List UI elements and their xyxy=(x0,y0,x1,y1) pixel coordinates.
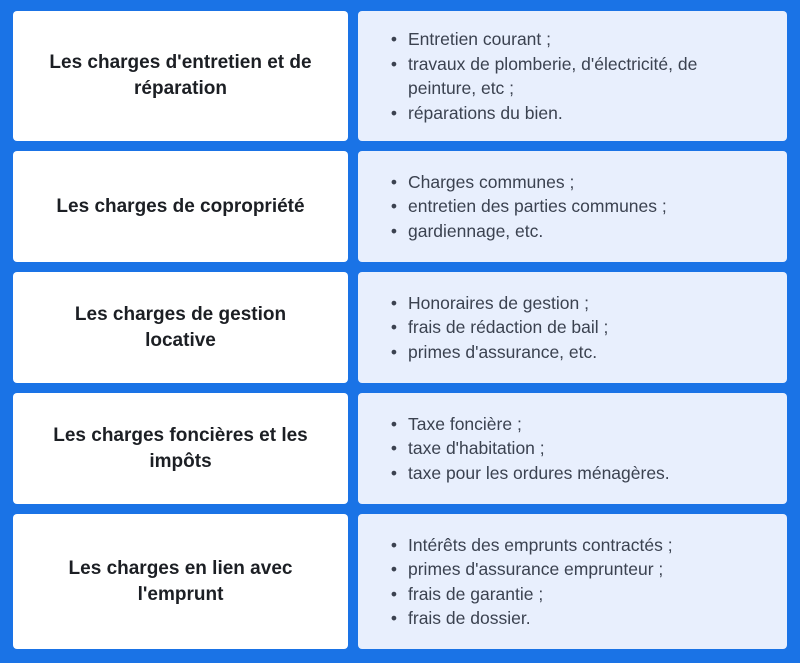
list-item xyxy=(386,412,767,437)
details-cell xyxy=(358,11,787,141)
list-item xyxy=(386,340,767,365)
list-item-text: Honoraires de gestion ; xyxy=(408,292,589,313)
table-row-copropriete xyxy=(13,151,787,262)
table-row-emprunt xyxy=(13,514,787,649)
bullet-icon: • xyxy=(390,583,398,604)
details-list xyxy=(386,27,767,125)
bullet-icon: • xyxy=(390,413,398,434)
table-row-entretien xyxy=(13,11,787,141)
category-label: Les charges foncières et les impôts xyxy=(53,424,308,472)
bullet-icon: • xyxy=(390,29,398,49)
category-label: Les charges en lien avec l'emprunt xyxy=(68,557,293,605)
list-item-text: frais de garantie ; xyxy=(408,583,544,604)
list-item-text: taxe d'habitation ; xyxy=(408,438,545,459)
table-row-foncieres-impots xyxy=(13,393,787,504)
category-cell xyxy=(13,514,348,649)
list-item xyxy=(386,315,767,340)
details-cell xyxy=(358,272,787,383)
bullet-icon: • xyxy=(390,171,398,192)
bullet-icon: • xyxy=(390,608,398,628)
details-list xyxy=(386,170,767,244)
list-item-text: Intérêts des emprunts contractés ; xyxy=(408,534,673,555)
list-item xyxy=(386,52,767,101)
details-cell xyxy=(358,393,787,504)
bullet-icon: • xyxy=(390,317,398,338)
details-cell xyxy=(358,151,787,262)
list-item xyxy=(386,461,767,486)
list-item-text: frais de rédaction de bail ; xyxy=(408,317,609,338)
list-item xyxy=(386,101,767,126)
category-label: Les charges d'entretien et de réparation xyxy=(49,52,312,99)
category-label: Les charges de copropriété xyxy=(56,195,305,217)
details-cell xyxy=(358,514,787,649)
table-row-gestion-locative xyxy=(13,272,787,383)
list-item xyxy=(386,606,767,631)
list-item xyxy=(386,219,767,244)
list-item-text: Taxe foncière ; xyxy=(408,413,522,434)
list-item-text: entretien des parties communes ; xyxy=(408,196,667,217)
category-cell xyxy=(13,11,348,141)
details-list xyxy=(386,533,767,631)
list-item xyxy=(386,533,767,558)
bullet-icon: • xyxy=(390,341,398,362)
list-item-text: primes d'assurance emprunteur ; xyxy=(408,559,664,579)
list-item xyxy=(386,194,767,219)
list-item xyxy=(386,436,767,461)
bullet-icon: • xyxy=(390,438,398,459)
details-list xyxy=(386,412,767,486)
category-cell xyxy=(13,151,348,262)
bullet-icon: • xyxy=(390,102,398,123)
bullet-icon: • xyxy=(390,559,398,579)
list-item-text: Entretien courant ; xyxy=(408,29,551,49)
list-item-text: réparations du bien. xyxy=(408,102,563,123)
list-item-text: travaux de plomberie, d'électricité, de peinture, etc ; xyxy=(408,53,698,98)
bullet-icon: • xyxy=(390,196,398,217)
list-item xyxy=(386,582,767,607)
list-item-text: frais de dossier. xyxy=(408,608,531,628)
list-item xyxy=(386,291,767,316)
details-list xyxy=(386,291,767,365)
bullet-icon: • xyxy=(390,462,398,483)
list-item xyxy=(386,27,767,52)
list-item-text: primes d'assurance, etc. xyxy=(408,341,598,362)
category-cell xyxy=(13,272,348,383)
bullet-icon: • xyxy=(390,292,398,313)
list-item xyxy=(386,557,767,582)
bullet-icon: • xyxy=(390,220,398,241)
bullet-icon: • xyxy=(390,534,398,555)
list-item-text: gardiennage, etc. xyxy=(408,220,544,241)
list-item xyxy=(386,170,767,195)
list-item-text: Charges communes ; xyxy=(408,171,575,192)
list-item-text: taxe pour les ordures ménagères. xyxy=(408,462,670,483)
category-label: Les charges de gestion locative xyxy=(74,303,287,351)
bullet-icon: • xyxy=(390,53,398,74)
category-cell xyxy=(13,393,348,504)
